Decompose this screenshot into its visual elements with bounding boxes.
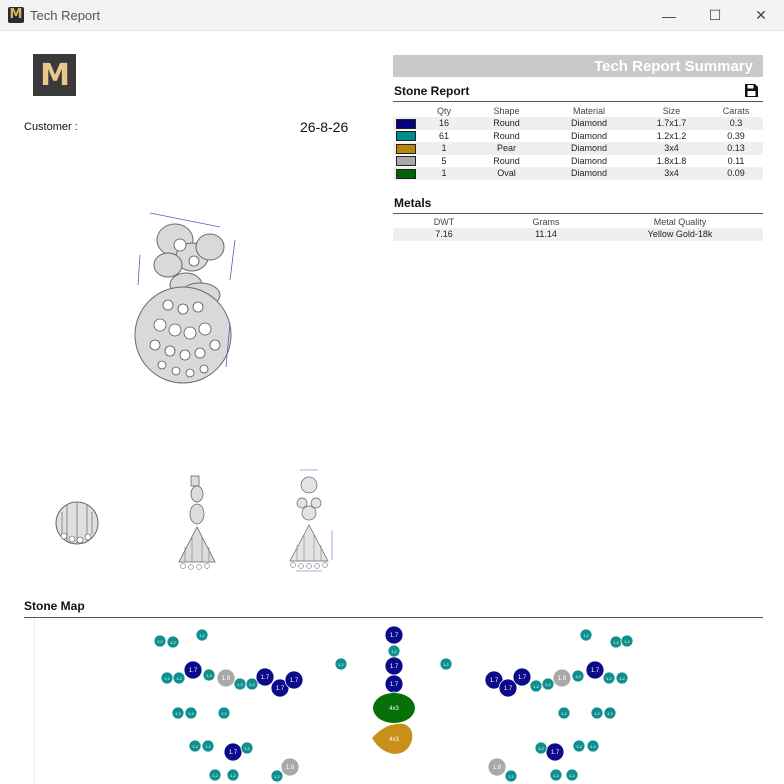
stone-size-label: 1.2 [205, 744, 211, 749]
col-grams: Grams [532, 216, 560, 227]
stone-qty: 61 [438, 130, 449, 141]
stone-teal [550, 769, 562, 781]
stone-report-table [393, 104, 763, 180]
stone-map [0, 618, 784, 784]
stone-teal [591, 707, 603, 719]
stone-color-swatch [396, 144, 416, 154]
stone-size-label: 1.8 [557, 676, 567, 682]
stone-navy [385, 657, 403, 675]
maximize-button[interactable]: ☐ [708, 7, 722, 23]
stone-color-swatch [396, 156, 416, 166]
stone-teal [610, 636, 622, 648]
stone-size-label: 1.2 [607, 711, 613, 716]
stone-size-label: 1.2 [561, 711, 567, 716]
stone-material: Diamond [570, 155, 608, 166]
stone-material: Diamond [544, 167, 634, 180]
side-view-render [175, 472, 220, 572]
stone-map-title: Stone Map [24, 599, 85, 613]
stone-teal [621, 635, 633, 647]
save-icon[interactable] [745, 84, 758, 97]
stone-size-label: 1.2 [613, 640, 619, 645]
stone-teal [335, 658, 347, 670]
col-metal-quality: Metal Quality [653, 216, 707, 227]
col-carats: Carats [722, 105, 750, 116]
stone-qty: 1 [419, 142, 469, 155]
stone-size-label: 1.2 [576, 744, 582, 749]
stone-teal [189, 740, 201, 752]
stone-oval [373, 693, 415, 723]
stone-shape: Round [469, 117, 544, 130]
stone-report-title: Stone Report [394, 84, 470, 98]
stone-color-swatch [396, 131, 416, 141]
col-shape: Shape [493, 105, 520, 116]
stone-gray [281, 758, 299, 776]
stone-teal [203, 669, 215, 681]
stone-oval-label: 4x3 [389, 706, 399, 712]
stone-carats: 0.11 [727, 155, 745, 166]
stone-carats: 0.39 [727, 130, 745, 141]
metals-title: Metals [394, 196, 432, 210]
stone-teal [440, 658, 452, 670]
stone-size-label: 1.2 [594, 711, 600, 716]
stone-teal [580, 629, 592, 641]
metal-grams: 11.14 [495, 228, 597, 241]
stone-navy [285, 671, 303, 689]
stone-size: 3x4 [634, 167, 709, 180]
col-size: Size [662, 105, 681, 116]
stone-size-label: 1.2 [244, 746, 250, 751]
stone-size-label: 1.2 [569, 773, 575, 778]
col-dwt: DWT [433, 216, 455, 227]
stone-navy [256, 668, 274, 686]
stone-size-label: 1.2 [545, 682, 551, 687]
stone-teal [202, 740, 214, 752]
stone-size-label: 1.2 [188, 711, 194, 716]
stone-size-label: 1.2 [624, 639, 630, 644]
stone-teal [587, 740, 599, 752]
table-row[interactable] [393, 142, 763, 155]
stone-size-label: 1.2 [192, 744, 198, 749]
stone-navy [385, 626, 403, 644]
stone-teal [196, 629, 208, 641]
stone-teal [227, 769, 239, 781]
stone-teal [185, 707, 197, 719]
stone-size-label: 1.2 [199, 633, 205, 638]
table-row[interactable] [393, 228, 763, 241]
stone-gray [217, 669, 235, 687]
stone-size-label: 1.7 [590, 668, 600, 674]
stone-size: 1.7x1.7 [634, 117, 709, 130]
stone-qty: 5 [441, 155, 447, 166]
stone-teal [241, 742, 253, 754]
stone-size-label: 1.7 [389, 664, 399, 670]
stone-size-label: 1.2 [230, 773, 236, 778]
stone-size-label: 1.7 [517, 675, 527, 681]
stone-size-label: 1.2 [170, 640, 176, 645]
stone-teal [271, 770, 283, 782]
stone-teal [172, 707, 184, 719]
metals-table [393, 215, 763, 241]
stone-size-label: 1.2 [575, 674, 581, 679]
stone-size: 1.2x1.2 [656, 130, 687, 141]
stone-size-label: 1.7 [289, 678, 299, 684]
stone-size-label: 1.2 [237, 682, 243, 687]
customer-label: Customer : [24, 121, 78, 133]
col-color [393, 104, 419, 117]
stone-size-label: 1.2 [176, 676, 182, 681]
stone-teal [535, 742, 547, 754]
table-row[interactable] [393, 167, 763, 180]
stone-size-label: 1.7 [389, 633, 399, 639]
stone-color-swatch [396, 119, 416, 129]
stone-shape: Round [493, 155, 520, 166]
stone-teal [218, 707, 230, 719]
stone-navy [224, 743, 242, 761]
metal-dwt: 7.16 [393, 228, 495, 241]
stone-size-label: 1.2 [391, 649, 397, 654]
stone-teal [616, 672, 628, 684]
stone-material: Diamond [544, 117, 634, 130]
app-icon: M [9, 7, 23, 22]
stone-teal [154, 635, 166, 647]
stone-carats: 0.13 [709, 142, 763, 155]
stone-size-label: 1.7 [489, 678, 499, 684]
metals-table-header [393, 215, 763, 228]
stone-size: 3x4 [634, 142, 709, 155]
stone-color-swatch [396, 169, 416, 179]
stone-shape: Oval [469, 167, 544, 180]
stone-size-label: 1.8 [285, 765, 295, 771]
stone-size-label: 1.2 [553, 773, 559, 778]
front-view-render [282, 465, 342, 575]
stone-size-label: 1.7 [550, 750, 560, 756]
stone-navy [546, 743, 564, 761]
stone-gray [553, 669, 571, 687]
stone-size-label: 1.2 [221, 711, 227, 716]
stone-material: Diamond [570, 130, 608, 141]
stone-size-label: 1.2 [533, 684, 539, 689]
company-logo [33, 54, 76, 96]
stone-teal [604, 707, 616, 719]
title-bar [0, 0, 784, 31]
stone-size-label: 1.2 [338, 662, 344, 667]
stone-size: 1.8x1.8 [656, 155, 687, 166]
stone-size-label: 1.2 [508, 774, 514, 779]
stone-size-label: 1.2 [619, 676, 625, 681]
stone-size-label: 1.8 [221, 676, 231, 682]
stone-size-label: 1.7 [188, 668, 198, 674]
col-material: Material [572, 105, 605, 116]
stone-teal [505, 770, 517, 782]
stone-teal [167, 636, 179, 648]
stone-shape: Pear [469, 142, 544, 155]
stone-shape: Round [493, 130, 520, 141]
stone-teal [530, 680, 542, 692]
stone-teal [234, 678, 246, 690]
stone-qty: 16 [419, 117, 469, 130]
stone-navy [385, 675, 403, 693]
stone-teal [209, 769, 221, 781]
stone-teal [161, 672, 173, 684]
stone-navy [513, 668, 531, 686]
stone-report-rule [393, 101, 763, 102]
stone-size-label: 1.2 [175, 711, 181, 716]
table-row[interactable] [393, 130, 763, 143]
stone-size-label: 1.2 [590, 744, 596, 749]
logo-letter: M [40, 57, 69, 93]
close-button[interactable]: ✕ [755, 7, 767, 23]
report-date: 26-8-26 [300, 119, 349, 135]
stone-size-label: 1.8 [492, 765, 502, 771]
stone-pear [372, 724, 412, 754]
minimize-button[interactable]: — [662, 7, 676, 24]
stone-size-label: 1.2 [249, 682, 255, 687]
stone-teal [558, 707, 570, 719]
stone-size-label: 1.7 [260, 675, 270, 681]
stone-teal [572, 670, 584, 682]
table-row[interactable] [393, 117, 763, 130]
stone-pear-label: 4x3 [389, 737, 399, 743]
stone-qty: 1 [419, 167, 469, 180]
stone-navy [184, 661, 202, 679]
metals-rule [393, 213, 763, 214]
stone-size-label: 1.2 [212, 773, 218, 778]
stone-teal [573, 740, 585, 752]
stone-carats: 0.3 [709, 117, 763, 130]
table-row[interactable] [393, 155, 763, 168]
stone-teal [542, 678, 554, 690]
stone-material: Diamond [544, 142, 634, 155]
stone-size-label: 1.2 [164, 676, 170, 681]
stone-teal [603, 672, 615, 684]
stone-size-label: 1.7 [389, 682, 399, 688]
stone-size-label: 1.7 [275, 686, 285, 692]
top-view-render [54, 500, 100, 546]
stone-teal [566, 769, 578, 781]
stone-size-label: 1.2 [606, 676, 612, 681]
main-jewelry-render [120, 205, 270, 395]
metal-quality: Yellow Gold-18k [597, 228, 763, 241]
stone-size-label: 1.2 [206, 673, 212, 678]
col-qty: Qty [436, 105, 451, 116]
stone-size-label: 1.2 [538, 746, 544, 751]
stone-teal [173, 672, 185, 684]
window-title: Tech Report [30, 7, 101, 23]
stone-carats: 0.09 [709, 167, 763, 180]
stone-size-label: 1.7 [228, 750, 238, 756]
stone-teal [388, 645, 400, 657]
window-controls [646, 0, 784, 31]
stone-navy [586, 661, 604, 679]
stone-size-label: 1.2 [443, 662, 449, 667]
stone-gray [488, 758, 506, 776]
stone-table-header [393, 104, 763, 117]
stone-size-label: 1.2 [157, 639, 163, 644]
stone-size-label: 1.2 [583, 633, 589, 638]
summary-header: Tech Report Summary [393, 55, 763, 77]
stone-size-label: 1.2 [274, 774, 280, 779]
stone-size-label: 1.7 [503, 686, 513, 692]
